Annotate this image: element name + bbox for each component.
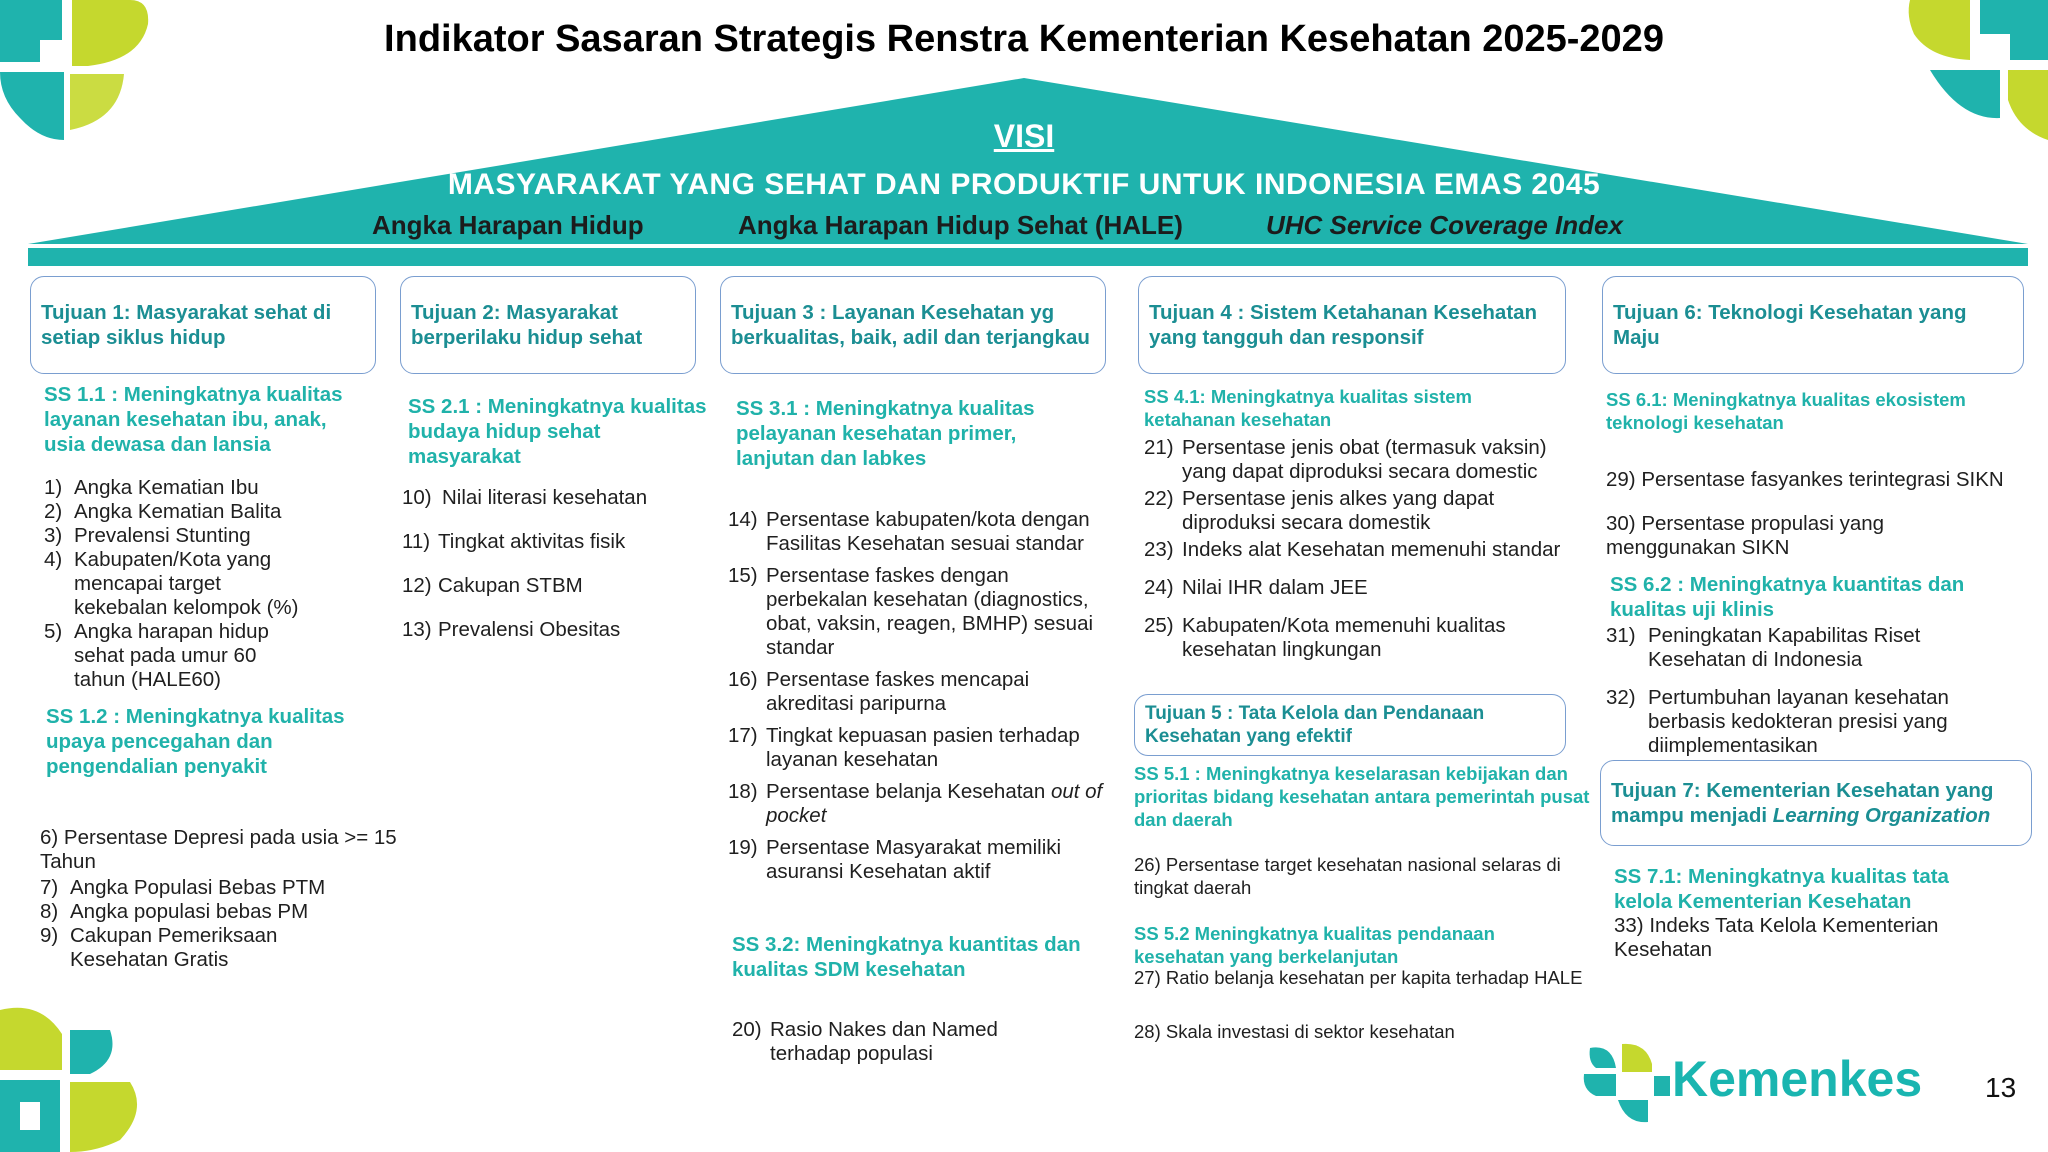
indicator-hale: Angka Harapan Hidup Sehat (HALE) [738, 210, 1183, 240]
indicator-item: 31) Peningkatan Kapabilitas Riset Kesehatan di Indonesia [1606, 624, 1921, 671]
indicator-item: 4) Kabupaten/Kota yang mencapai target kekebalan kelompok (%) [44, 548, 299, 619]
page-number: 13 [1985, 1072, 2017, 1103]
indicator-item: 30) Persentase propulasi yang menggunakan SIKN [1606, 512, 1885, 559]
indicator-item: 24) Nilai IHR dalam JEE [1144, 576, 1368, 599]
indicator-list-ss-4-1 [1144, 436, 1574, 662]
indicator-item: 3) Prevalensi Stunting [44, 524, 251, 547]
goal-title: Tujuan 2: Masyarakat berperilaku hidup sehat [411, 301, 643, 349]
ss-2-1: SS 2.1 : Meningkatnya kualitas budaya hidup sehat masyarakat [408, 395, 707, 468]
indicator-item: 26) Persentase target kesehatan nasional selaras di tingkat daerah [1134, 854, 1561, 898]
kemenkes-logo-icon [1576, 1038, 1670, 1124]
indicator-list-ss-6-2 [1606, 624, 2026, 758]
indicator-item: 25) Kabupaten/Kota memenuhi kualitas kesehatan lingkungan [1144, 614, 1506, 661]
ss-4-1: SS 4.1: Meningkatnya kualitas sistem ketahanan kesehatan [1144, 386, 1472, 430]
indicator-item: 7) Angka Populasi Bebas PTM [40, 876, 326, 899]
indicator-item: 14) Persentase kabupaten/kota dengan Fasilitas Kesehatan sesuai standar [728, 508, 1090, 555]
indicator-item: 21) Persentase jenis obat (termasuk vaksin) yang dapat diproduksi secara domestic [1144, 436, 1547, 483]
ss-5-1: SS 5.1 : Meningkatnya keselarasan kebijakan dan prioritas bidang kesehatan antara pemerintah pusat dan daerah [1134, 763, 1590, 830]
indicator-item: 12) Cakupan STBM [402, 574, 583, 597]
indicator-item: 20) Rasio Nakes dan Named terhadap populasi [732, 1018, 998, 1065]
indicator-item: 5) Angka harapan hidup sehat pada umur 60 tahun (HALE60) [44, 620, 269, 691]
goal-title: Tujuan 3 : Layanan Kesehatan yg berkualitas, baik, adil dan terjangkau [731, 301, 1090, 349]
indicator-list-ss-1-1 [44, 476, 344, 692]
visi-label: VISI [993, 118, 1055, 154]
indicator-item: 2) Angka Kematian Balita [44, 500, 282, 523]
goal-title: Tujuan 7: Kementerian Kesehatan yang mampu menjadi Learning Organization [1611, 779, 1994, 827]
goal-title: Tujuan 1: Masyarakat sehat di setiap siklus hidup [41, 301, 332, 349]
ss-7-1: SS 7.1: Meningkatnya kualitas tata kelola Kementerian Kesehatan [1614, 865, 1949, 913]
indicator-item: 10) Nilai literasi kesehatan [402, 486, 648, 509]
goal-title: Tujuan 5 : Tata Kelola dan Pendanaan Kesehatan yang efektif [1145, 703, 1485, 747]
ss-3-2: SS 3.2: Meningkatnya kuantitas dan kualitas SDM kesehatan [732, 933, 1081, 981]
indicator-item: 16) Persentase faskes mencapai akreditasi paripurna [728, 668, 1030, 715]
goal-card-5 [1134, 694, 1566, 756]
goal-card-1 [30, 276, 376, 374]
indicator-uhc: UHC Service Coverage Index [1266, 210, 1623, 240]
indicator-life-expectancy: Angka Harapan Hidup [372, 210, 644, 240]
indicator-item: 9) Cakupan Pemeriksaan Kesehatan Gratis [40, 924, 278, 971]
visi-text: MASYARAKAT YANG SEHAT DAN PRODUKTIF UNTUK INDONESIA EMAS 2045 [447, 168, 1601, 201]
indicator-item: 22) Persentase jenis alkes yang dapat diproduksi secara domestik [1144, 487, 1495, 534]
page-title: Indikator Sasaran Strategis Renstra Kementerian Kesehatan 2025-2029 [384, 18, 1664, 60]
ss-6-2: SS 6.2 : Meningkatnya kuantitas dan kualitas uji klinis [1610, 573, 1965, 621]
indicator-item: 6) Persentase Depresi pada usia >= 15 Tahun [40, 826, 397, 873]
indicator-item: 15) Persentase faskes dengan perbekalan kesehatan (diagnostics, obat, vaksin, reagen, BMHP) sesuai standar [728, 564, 1094, 659]
indicator-list-ss-1-2 [40, 876, 370, 972]
indicator-item: 29) Persentase fasyankes terintegrasi SIKN [1606, 468, 2004, 491]
goal-card-2 [400, 276, 696, 374]
ss-1-1: SS 1.1 : Meningkatnya kualitas layanan kesehatan ibu, anak, usia dewasa dan lansia [44, 383, 343, 456]
ss-1-2: SS 1.2 : Meningkatnya kualitas upaya pencegahan dan pengendalian penyakit [46, 705, 345, 778]
indicator-item: 19) Persentase Masyarakat memiliki asuransi Kesehatan aktif [728, 836, 1062, 883]
ss-5-2: SS 5.2 Meningkatnya kualitas pendanaan kesehatan yang berkelanjutan [1134, 923, 1495, 967]
indicator-item: 13) Prevalensi Obesitas [402, 618, 621, 641]
ss-3-1: SS 3.1 : Meningkatnya kualitas pelayanan kesehatan primer, lanjutan dan labkes [736, 397, 1035, 470]
goal-title: Tujuan 6: Teknologi Kesehatan yang Maju [1613, 301, 1967, 349]
indicator-item: 28) Skala investasi di sektor kesehatan [1134, 1021, 1455, 1042]
goal-card-6 [1602, 276, 2024, 374]
goal-card-7 [1600, 760, 2032, 846]
indicator-item: 32) Pertumbuhan layanan kesehatan berbasis kedokteran presisi yang diimplementasikan [1606, 686, 1949, 757]
indicator-item: 11) Tingkat aktivitas fisik [402, 530, 626, 553]
ss-6-1: SS 6.1: Meningkatnya kualitas ekosistem teknologi kesehatan [1606, 389, 1966, 433]
goal-card-4 [1138, 276, 1566, 374]
indicator-item: 8) Angka populasi bebas PM [40, 900, 309, 923]
corner-decoration-bottom-left [0, 1000, 150, 1152]
indicator-item: 17) Tingkat kepuasan pasien terhadap layanan kesehatan [728, 724, 1080, 771]
goal-card-3 [720, 276, 1106, 374]
indicator-item: 1) Angka Kematian Ibu [44, 476, 259, 499]
indicator-item: 27) Ratio belanja kesehatan per kapita terhadap HALE [1134, 967, 1583, 988]
indicator-item: 33) Indeks Tata Kelola Kementerian Kesehatan [1614, 914, 1939, 961]
indicator-list-ss-3-1 [728, 508, 1120, 884]
indicator-item: 23) Indeks alat Kesehatan memenuhi standar [1144, 538, 1561, 561]
indicator-item: 18) Persentase belanja Kesehatan out of pocket [728, 780, 1103, 827]
kemenkes-logo-text: Kemenkes [1672, 1051, 1923, 1107]
indicator-list-ss-2-1 [402, 486, 702, 642]
goal-title: Tujuan 4 : Sistem Ketahanan Kesehatan yang tangguh dan responsif [1149, 301, 1538, 349]
